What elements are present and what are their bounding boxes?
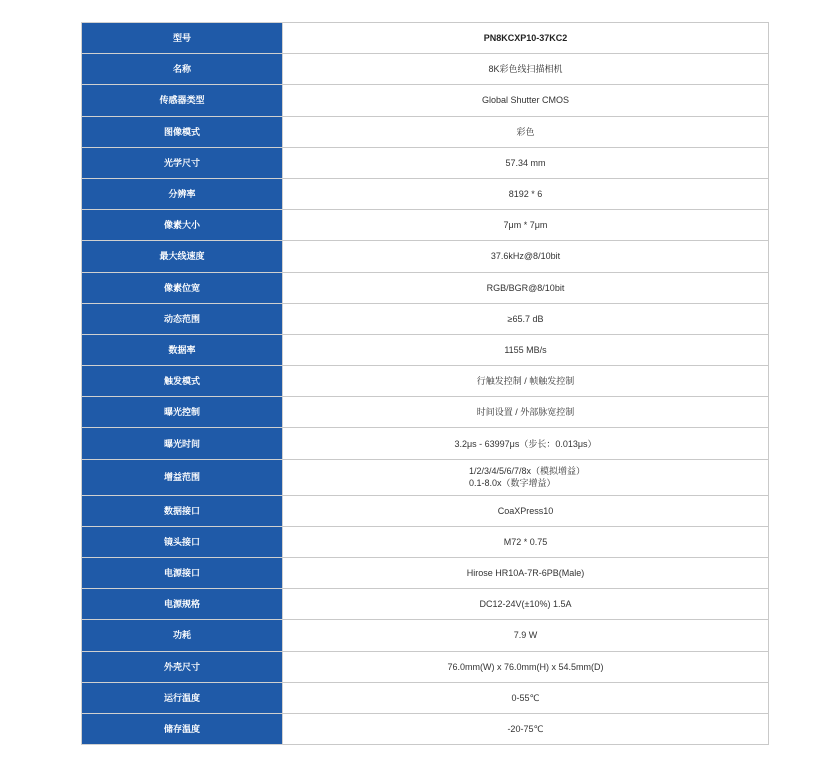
spec-label: 分辨率 — [82, 178, 283, 209]
spec-row-data-rate — [82, 334, 769, 365]
spec-value: 8192 * 6 — [283, 178, 769, 209]
spec-label: 数据接口 — [82, 495, 283, 526]
spec-value: 时间设置 / 外部脉宽控制 — [283, 397, 769, 428]
spec-row-lens-mount — [82, 526, 769, 557]
spec-label: 增益范围 — [82, 459, 283, 495]
gain-digital-line: 0.1-8.0x（数字增益） — [469, 478, 556, 489]
spec-label: 运行温度 — [82, 682, 283, 713]
gain-analog-line: 1/2/3/4/5/6/7/8x（模拟增益） — [469, 466, 586, 477]
spec-label: 动态范围 — [82, 303, 283, 334]
spec-row-gain-range — [82, 459, 769, 495]
spec-row-storage-temp — [82, 713, 769, 744]
spec-value: Hirose HR10A-7R-6PB(Male) — [283, 558, 769, 589]
spec-value: -20-75℃ — [283, 713, 769, 744]
spec-value: 76.0mm(W) x 76.0mm(H) x 54.5mm(D) — [283, 651, 769, 682]
spec-table — [81, 22, 769, 745]
spec-label: 曝光时间 — [82, 428, 283, 459]
spec-row-power-connector — [82, 558, 769, 589]
spec-label: 曝光控制 — [82, 397, 283, 428]
spec-label: 触发模式 — [82, 366, 283, 397]
spec-label: 传感器类型 — [82, 85, 283, 116]
spec-value: 0-55℃ — [283, 682, 769, 713]
spec-label: 像素大小 — [82, 210, 283, 241]
spec-value: CoaXPress10 — [283, 495, 769, 526]
spec-value: 7μm * 7μm — [283, 210, 769, 241]
spec-value: 3.2μs - 63997μs（步长：0.013μs） — [283, 428, 769, 459]
spec-label: 外壳尺寸 — [82, 651, 283, 682]
spec-label: 型号 — [82, 23, 283, 54]
spec-label: 像素位宽 — [82, 272, 283, 303]
spec-value: 37.6kHz@8/10bit — [283, 241, 769, 272]
spec-row-data-interface — [82, 495, 769, 526]
spec-row-model — [82, 23, 769, 54]
spec-value: 行触发控制 / 帧触发控制 — [283, 366, 769, 397]
spec-value: 57.34 mm — [283, 147, 769, 178]
spec-row-name — [82, 54, 769, 85]
spec-row-pixel-size — [82, 210, 769, 241]
spec-row-trigger-mode — [82, 366, 769, 397]
spec-row-resolution — [82, 178, 769, 209]
spec-row-operating-temp — [82, 682, 769, 713]
spec-row-housing-size — [82, 651, 769, 682]
spec-value: Global Shutter CMOS — [283, 85, 769, 116]
spec-label: 功耗 — [82, 620, 283, 651]
spec-row-exposure-control — [82, 397, 769, 428]
spec-label: 电源接口 — [82, 558, 283, 589]
spec-row-optical-size — [82, 147, 769, 178]
spec-label: 电源规格 — [82, 589, 283, 620]
spec-row-dynamic-range — [82, 303, 769, 334]
spec-value: 彩色 — [283, 116, 769, 147]
spec-label: 数据率 — [82, 334, 283, 365]
spec-value: DC12-24V(±10%) 1.5A — [283, 589, 769, 620]
spec-label: 最大线速度 — [82, 241, 283, 272]
spec-label: 图像模式 — [82, 116, 283, 147]
spec-label: 光学尺寸 — [82, 147, 283, 178]
spec-row-pixel-format — [82, 272, 769, 303]
spec-value — [283, 459, 769, 495]
spec-row-max-line-rate — [82, 241, 769, 272]
spec-value: 7.9 W — [283, 620, 769, 651]
spec-value: 1155 MB/s — [283, 334, 769, 365]
spec-value: ≥65.7 dB — [283, 303, 769, 334]
spec-label: 名称 — [82, 54, 283, 85]
spec-row-exposure-time — [82, 428, 769, 459]
spec-label: 镜头接口 — [82, 526, 283, 557]
spec-row-sensor-type — [82, 85, 769, 116]
spec-value: 8K彩色线扫描相机 — [283, 54, 769, 85]
spec-row-power-spec — [82, 589, 769, 620]
spec-value: RGB/BGR@8/10bit — [283, 272, 769, 303]
spec-value: M72 * 0.75 — [283, 526, 769, 557]
spec-value: PN8KCXP10-37KC2 — [283, 23, 769, 54]
spec-row-image-mode — [82, 116, 769, 147]
spec-row-power-consumption — [82, 620, 769, 651]
spec-label: 储存温度 — [82, 713, 283, 744]
